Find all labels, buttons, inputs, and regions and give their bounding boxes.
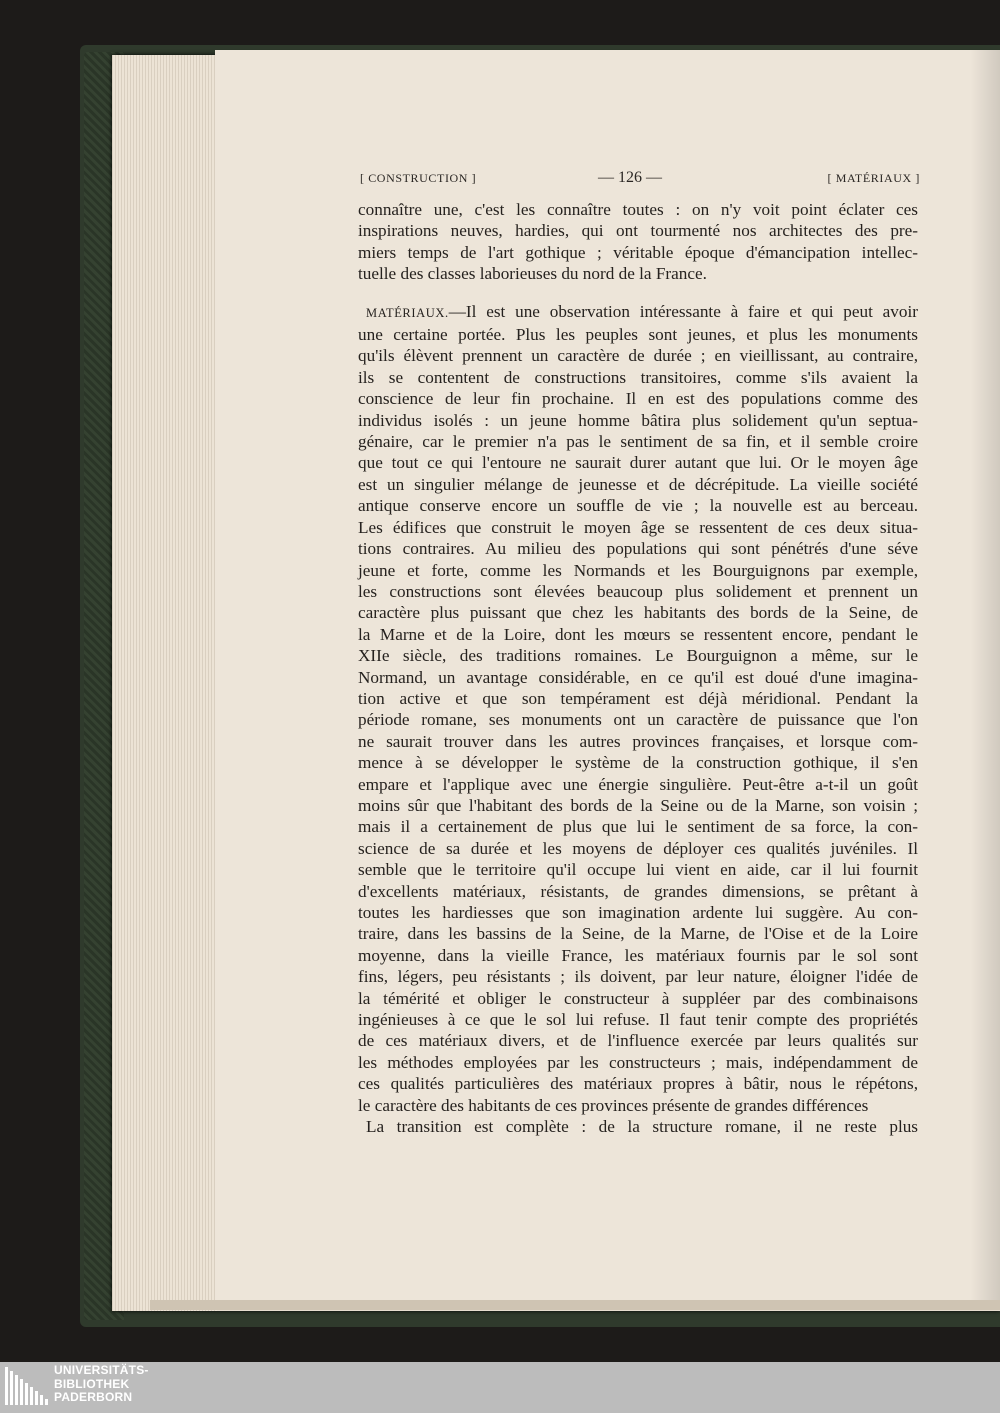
- text-line: ces qualités particulières des matériaux propres à bâtir, nous le répétons,: [358, 1074, 918, 1094]
- text-line: d'excellents matériaux, résistants, de grandes dimensions, se prêtant à: [358, 881, 918, 901]
- text-line: est un singulier mélange de jeunesse et de décrépitude. La vieille société: [358, 474, 918, 494]
- library-name-line: BIBLIOTHEK: [54, 1376, 130, 1391]
- text-line: qu'ils élèvent prennent un caractère de durée ; en vieillissant, au contraire,: [358, 346, 918, 366]
- library-name: [54, 1364, 149, 1405]
- text-line: miers temps de l'art gothique ; véritable époque d'émancipation intellec-: [358, 242, 918, 262]
- paragraph-3: [358, 1116, 918, 1137]
- text-line: période romane, ses monuments ont un caractère de puissance que l'on: [358, 710, 918, 730]
- text-line: tions contraires. Au milieu des populations qui sont pénétrés d'une séve: [358, 539, 918, 559]
- library-logo-icon: [5, 1365, 49, 1409]
- text-line: conscience de leur fin prochaine. Il en est des populations comme des: [358, 389, 918, 409]
- header-section-left: [ CONSTRUCTION ]: [360, 171, 477, 185]
- text-line: ingénieuses à ce que le sol lui refuse. Il faut tenir compte des propriétés: [358, 1010, 918, 1030]
- text-line: XIIe siècle, des traditions romaines. Le Bourguignon a même, sur le: [358, 646, 918, 666]
- paragraph-1: [358, 199, 918, 285]
- text-line: caractère plus puissant que chez les habitants des bords de la Seine, de: [358, 603, 918, 623]
- text-line: Les édifices que construit le moyen âge se ressentent de ces deux situa-: [358, 517, 918, 537]
- text-line-rest: —Il est une observation intéressante à faire et qui peut avoir: [448, 301, 918, 321]
- text-line: Normand, un avantage considérable, en ce qu'il est doué d'une imagina-: [358, 667, 918, 687]
- text-line: individus isolés : un jeune homme bâtira plus solidement qu'un septua-: [358, 410, 918, 430]
- page-number: — 126 —: [598, 169, 662, 186]
- text-line: mais il a certainement de plus que lui le sentiment de sa force, la con-: [358, 817, 918, 837]
- text-line: ne saurait trouver dans les autres provinces françaises, et lorsque com-: [358, 731, 918, 751]
- paragraph-materiaux: [358, 301, 918, 1116]
- text-line: le caractère des habitants de ces provinces présente de grandes différences: [358, 1095, 869, 1115]
- text-line: tion active et que son tempérament est déjà méridional. Pendant la: [358, 688, 918, 708]
- text-line: que tout ce qui l'entoure ne saurait durer autant que lui. Or le moyen âge: [358, 453, 918, 473]
- library-name-line: UNIVERSITÄTS-: [54, 1363, 149, 1377]
- page-edges: [112, 55, 217, 1311]
- text-line: connaître une, c'est les connaître toutes : on n'y voit point éclater ces: [358, 200, 918, 219]
- text-line: mence à se développer le système de la construction gothique, il s'en: [358, 753, 918, 773]
- text-line: la Marne et de la Loire, dont les mœurs se ressentent encore, pendant le: [358, 624, 918, 644]
- text-line: les méthodes employées par les constructeurs ; mais, indépendamment de: [358, 1052, 918, 1072]
- text-line: une certaine portée. Plus les peuples sont jeunes, et plus les monuments: [358, 325, 918, 345]
- library-footer: [0, 1362, 1000, 1413]
- text-line: de ces matériaux divers, et de l'influence exercée par leurs qualités sur: [358, 1031, 918, 1051]
- text-line: moins sûr que l'habitant des bords de la Seine ou de la Marne, son voisin ;: [358, 795, 918, 815]
- text-line: génaire, car le premier n'a pas le sentiment de sa fin, et il semble croire: [358, 432, 918, 452]
- text-line: semble que le territoire qu'il occupe lui vient en aide, car il lui fournit: [358, 860, 918, 880]
- section-heading-materiaux: MATÉRIAUX.: [366, 305, 449, 320]
- running-header: [360, 169, 920, 193]
- text-line: fins, légers, peu résistants ; ils doivent, par leur nature, éloigner l'idée de: [358, 967, 918, 987]
- text-line: science de sa durée et les moyens de déployer ces qualités juvéniles. Il: [358, 838, 918, 858]
- header-section-right: [ MATÉRIAUX ]: [827, 171, 920, 185]
- text-line: la témérité et obliger le constructeur à suppléer par des combinaisons: [358, 988, 918, 1008]
- text-line: les constructions sont élevées beaucoup plus solidement et prennent un: [358, 581, 918, 601]
- body-text: [358, 199, 918, 1137]
- text-line: [358, 301, 918, 324]
- text-line: empare et l'applique avec une énergie singulière. Peut-être a-t-il un goût: [358, 774, 918, 794]
- text-line: ils se contentent de constructions transitoires, comme s'ils avaient la: [358, 367, 918, 387]
- text-line: toutes les hardiesses que son imagination ardente lui suggère. Au con-: [358, 903, 918, 922]
- page-gutter-shadow: [970, 50, 1000, 1308]
- text-line: jeune et forte, comme les Normands et les Bourguignons par exemple,: [358, 560, 918, 580]
- text-line: antique conserve encore un souffle de vie ; la nouvelle est au berceau.: [358, 496, 918, 516]
- text-line: moyenne, dans la vieille France, les matériaux fournis par le sol sont: [358, 945, 918, 965]
- text-line: traire, dans les bassins de la Seine, de la Marne, de l'Oise et de la Loire: [358, 924, 918, 944]
- library-name-line: PADERBORN: [54, 1390, 133, 1404]
- text-line: inspirations neuves, hardies, qui ont tourmenté nos architectes des pre-: [358, 221, 918, 241]
- text-line: tuelle des classes laborieuses du nord de la France.: [358, 264, 707, 284]
- text-line: La transition est complète : de la structure romane, il ne reste plus: [366, 1117, 918, 1137]
- page-bottom-edge: [150, 1300, 1000, 1310]
